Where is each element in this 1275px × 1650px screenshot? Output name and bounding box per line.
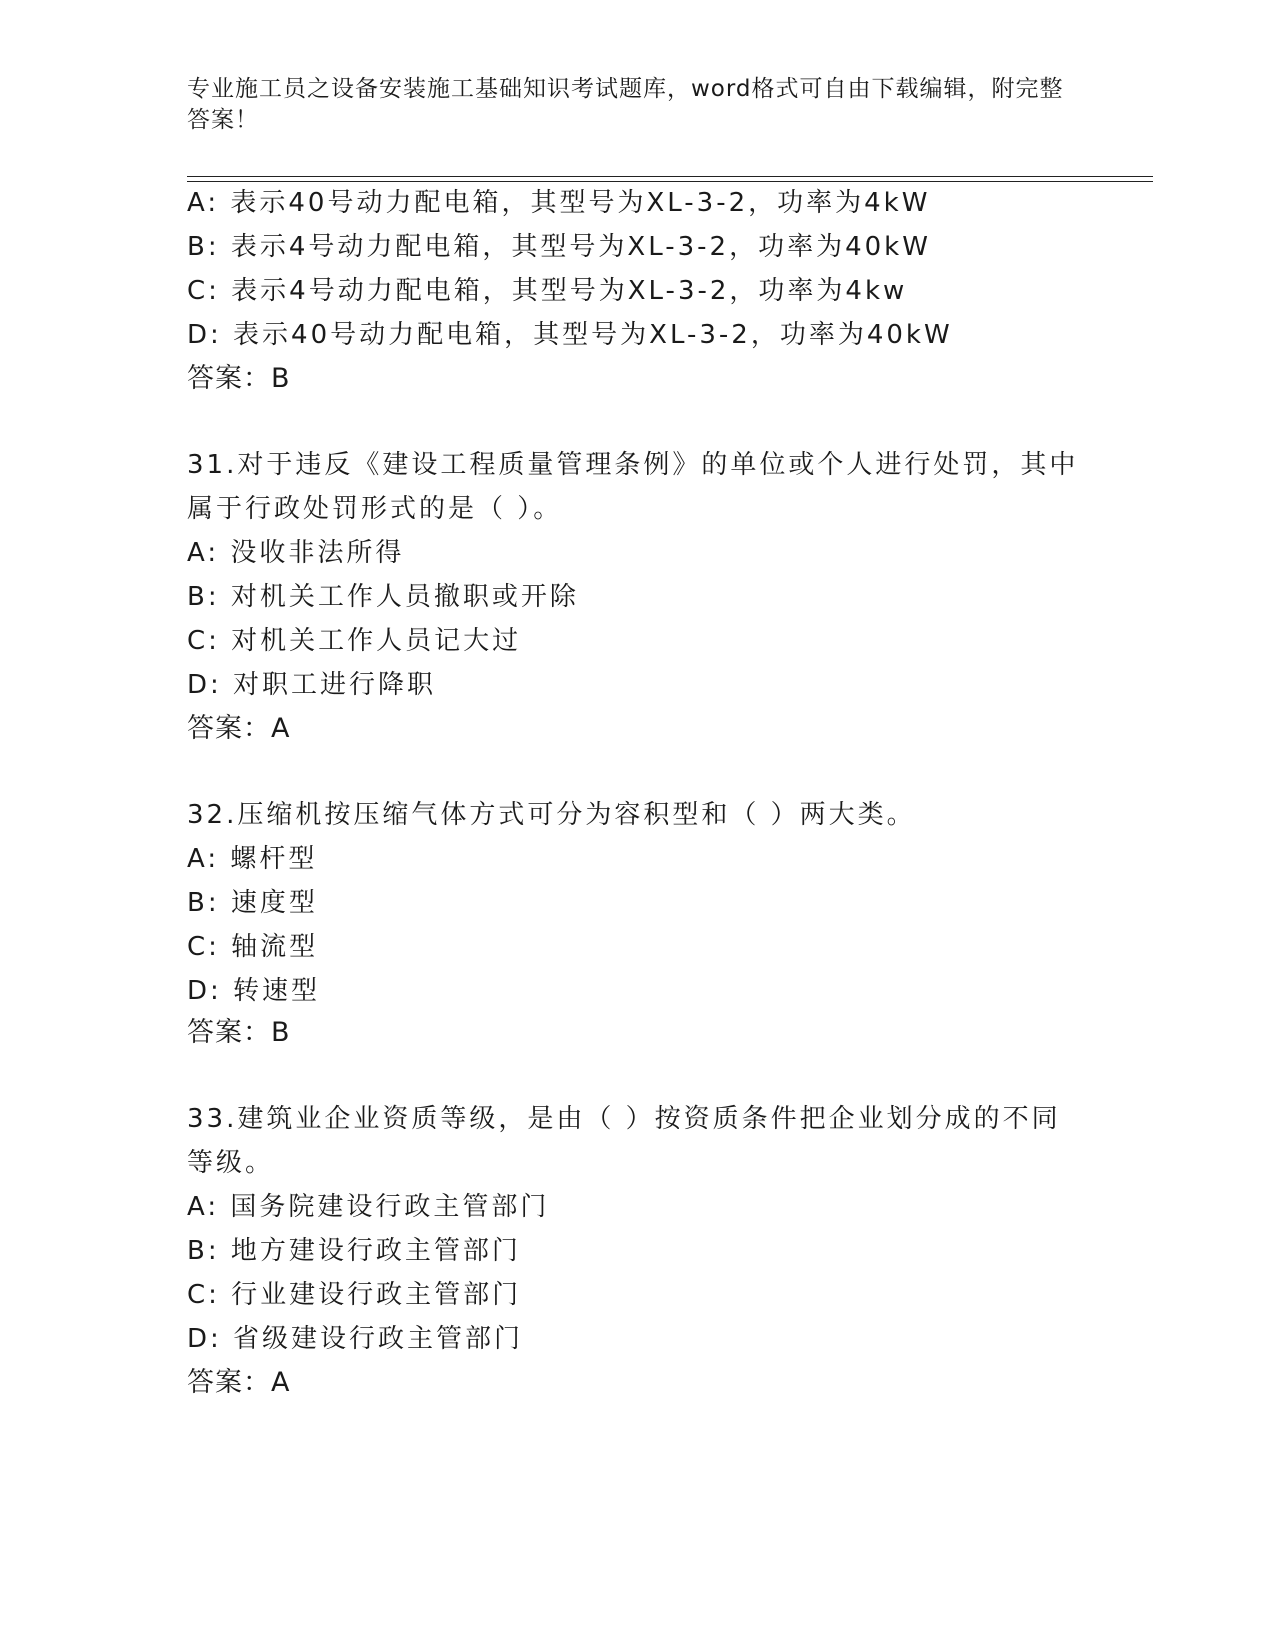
q32-option-b: B: 速度型 <box>187 888 318 918</box>
q32-answer: 答案：B <box>187 1017 291 1048</box>
q33-option-a: A: 国务院建设行政主管部门 <box>187 1192 550 1222</box>
q33-stem-line2: 等级。 <box>187 1148 275 1178</box>
q30-answer: 答案：B <box>187 363 291 394</box>
q30-option-a: A: 表示40号动力配电箱，其型号为XL-3-2，功率为4kW <box>187 188 931 218</box>
header-divider-top <box>187 176 1153 177</box>
q33-option-c: C: 行业建设行政主管部门 <box>187 1280 522 1310</box>
q31-option-d: D: 对职工进行降职 <box>187 670 437 700</box>
q30-option-d: D: 表示40号动力配电箱，其型号为XL-3-2，功率为40kW <box>187 320 953 350</box>
q30-option-c: C: 表示4号动力配电箱，其型号为XL-3-2，功率为4kw <box>187 276 908 306</box>
header-divider-bottom <box>187 181 1153 182</box>
document-header: 专业施工员之设备安装施工基础知识考试题库，word格式可自由下载编辑，附完整答案！ <box>187 76 1064 133</box>
q32-stem-line1: 32.压缩机按压缩气体方式可分为容积型和（ ）两大类。 <box>187 800 916 830</box>
q31-answer: 答案：A <box>187 713 291 744</box>
q31-option-c: C: 对机关工作人员记大过 <box>187 626 522 656</box>
q32-option-a: A: 螺杆型 <box>187 844 318 874</box>
q32-option-c: C: 轴流型 <box>187 932 319 962</box>
q32-option-d: D: 转速型 <box>187 976 321 1006</box>
q31-stem-line2: 属于行政处罚形式的是（ ）。 <box>187 494 563 524</box>
q33-stem-line1: 33.建筑业企业资质等级，是由（ ）按资质条件把企业划分成的不同 <box>187 1104 1061 1134</box>
q30-option-b: B: 表示4号动力配电箱，其型号为XL-3-2，功率为40kW <box>187 232 931 262</box>
q33-answer: 答案：A <box>187 1367 291 1398</box>
q33-option-b: B: 地方建设行政主管部门 <box>187 1236 521 1266</box>
q33-option-d: D: 省级建设行政主管部门 <box>187 1324 524 1354</box>
q31-stem-line1: 31.对于违反《建设工程质量管理条例》的单位或个人进行处罚，其中 <box>187 450 1079 480</box>
q31-option-b: B: 对机关工作人员撤职或开除 <box>187 582 579 612</box>
q31-option-a: A: 没收非法所得 <box>187 538 405 568</box>
